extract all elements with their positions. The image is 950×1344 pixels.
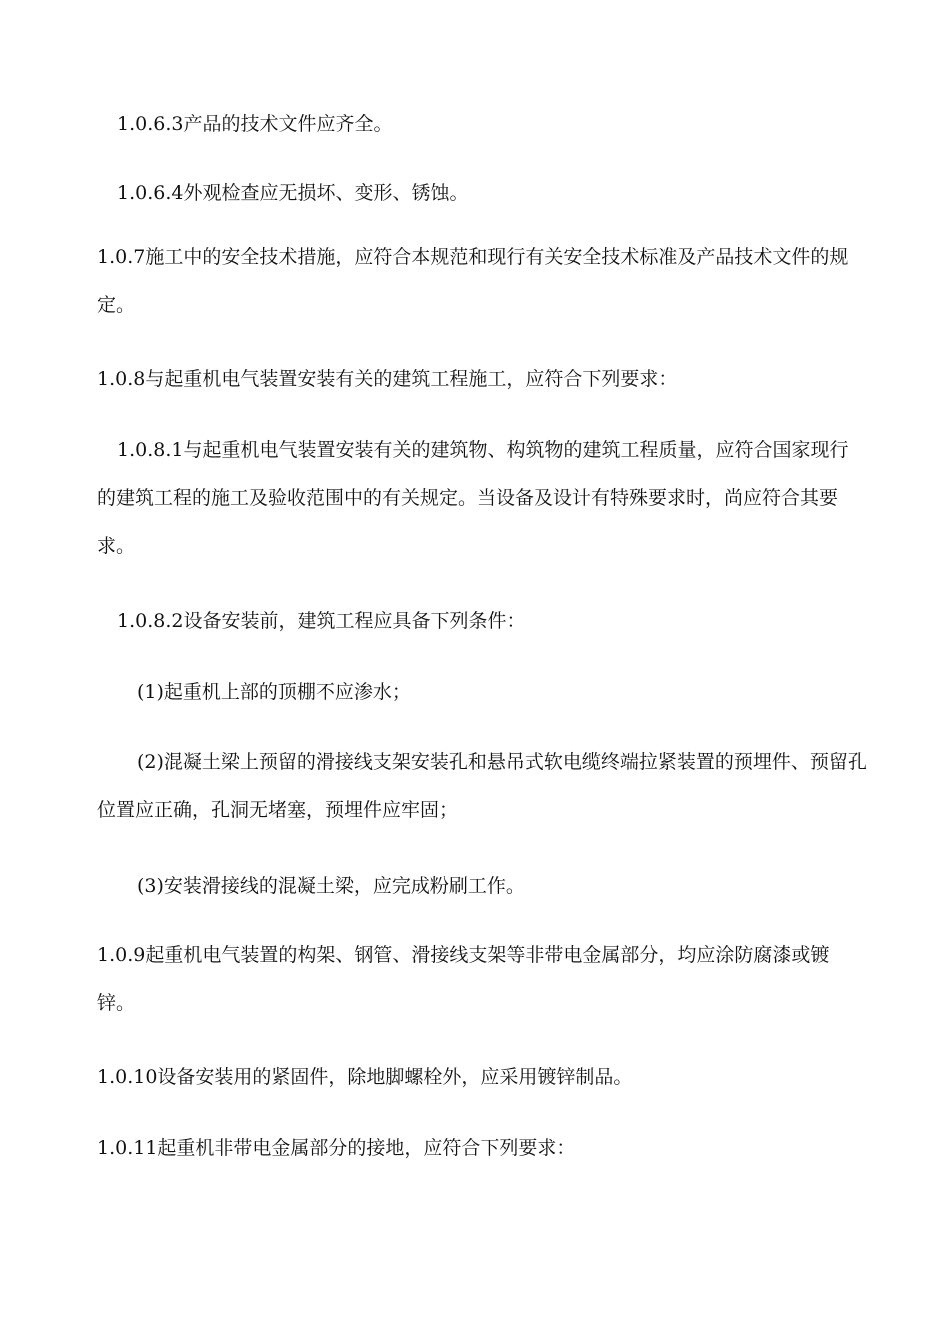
paragraph-1-0-6-3: 1.0.6.3产品的技术文件应齐全。: [117, 113, 393, 135]
paragraph-1-0-11: 1.0.11起重机非带电金属部分的接地，应符合下列要求：: [97, 1137, 576, 1159]
paragraph-1-0-8-1: 1.0.8.1与起重机电气装置安装有关的建筑物、构筑物的建筑工程质量，应符合国家现行的建筑工程的施工及验收范围中的有关规定。当设备及设计有特殊要求时，尚应符合其要求。: [97, 439, 849, 557]
list-item-2: (2)混凝土梁上预留的滑接线支架安装孔和悬吊式软电缆终端拉紧装置的预埋件、预留孔位置应正确，孔洞无堵塞，预埋件应牢固；: [97, 751, 867, 821]
paragraph-1-0-8-2: 1.0.8.2设备安装前，建筑工程应具备下列条件：: [117, 610, 526, 632]
paragraph-1-0-8: 1.0.8与起重机电气装置安装有关的建筑工程施工，应符合下列要求：: [97, 368, 678, 390]
list-item-1: (1)起重机上部的顶棚不应渗水；: [137, 681, 411, 703]
paragraph-1-0-10: 1.0.10设备安装用的紧固件，除地脚螺栓外，应采用镀锌制品。: [97, 1066, 633, 1088]
list-item-3: (3)安装滑接线的混凝土梁，应完成粉刷工作。: [137, 875, 525, 897]
paragraph-1-0-6-4: 1.0.6.4外观检查应无损坏、变形、锈蚀。: [117, 182, 469, 204]
paragraph-1-0-9: 1.0.9起重机电气装置的构架、钢管、滑接线支架等非带电金属部分，均应涂防腐漆或镀锌。: [97, 944, 830, 1014]
paragraph-1-0-7: 1.0.7施工中的安全技术措施，应符合本规范和现行有关安全技术标准及产品技术文件的规定。: [97, 246, 849, 316]
